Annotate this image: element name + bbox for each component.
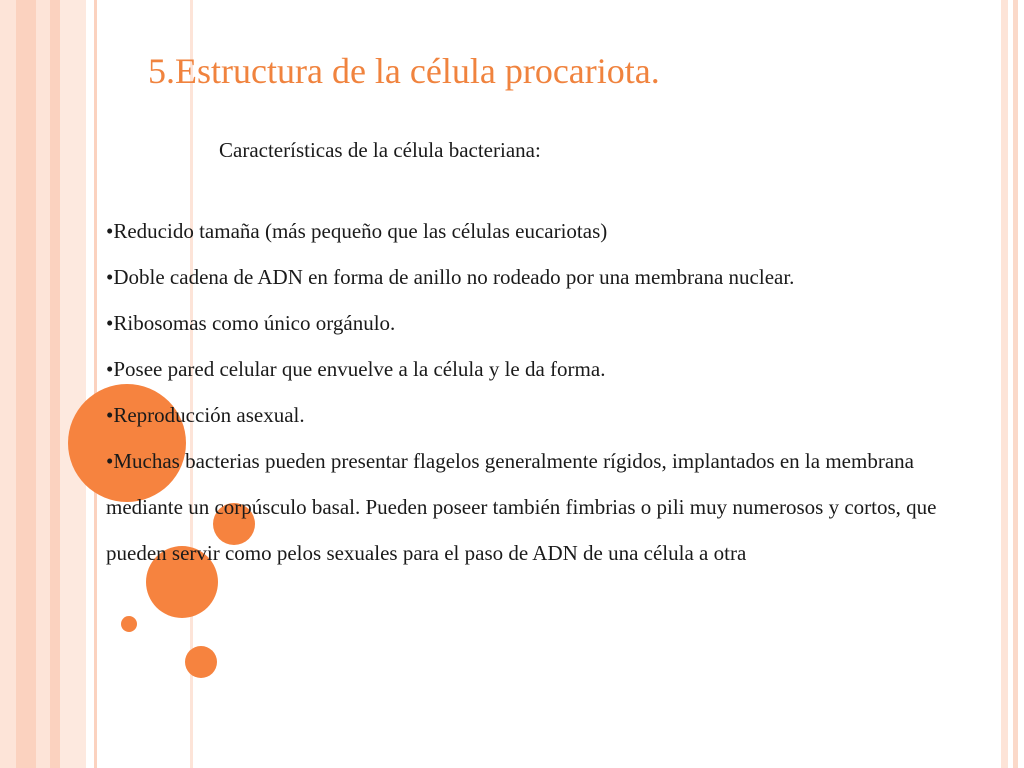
decor-stripe — [16, 0, 36, 768]
decor-circle-tiny — [121, 616, 137, 632]
decor-circle-small — [185, 646, 217, 678]
bullet-item: •Reducido tamaña (más pequeño que las células eucariotas) — [106, 219, 608, 243]
decor-stripe — [1013, 0, 1018, 768]
decor-stripe — [94, 0, 97, 768]
decor-stripe — [60, 0, 86, 768]
decor-stripe — [50, 0, 60, 768]
bullet-item: •Reproducción asexual. — [106, 403, 305, 427]
decor-stripe — [1001, 0, 1008, 768]
bullet-item: •Doble cadena de ADN en forma de anillo no rodeado por una membrana nuclear. — [106, 265, 795, 289]
slide-title: 5.Estructura de la célula procariota. — [148, 51, 660, 91]
decor-stripe — [0, 0, 16, 768]
slide-subtitle: Características de la célula bacteriana: — [219, 138, 541, 162]
bullet-item: •Muchas bacterias pueden presentar flagelos generalmente rígidos, implantados en la membrana mediante un corpúsculo basal. Pueden poseer también fimbrias o pili muy numerosos y cortos, que pueden servir como pelos sexuales para el paso de ADN de una célula a otra — [106, 449, 937, 565]
bullet-list — [106, 208, 986, 576]
decor-stripe — [36, 0, 50, 768]
bullet-item: •Ribosomas como único orgánulo. — [106, 311, 396, 335]
bullet-item: •Posee pared celular que envuelve a la célula y le da forma. — [106, 357, 606, 381]
